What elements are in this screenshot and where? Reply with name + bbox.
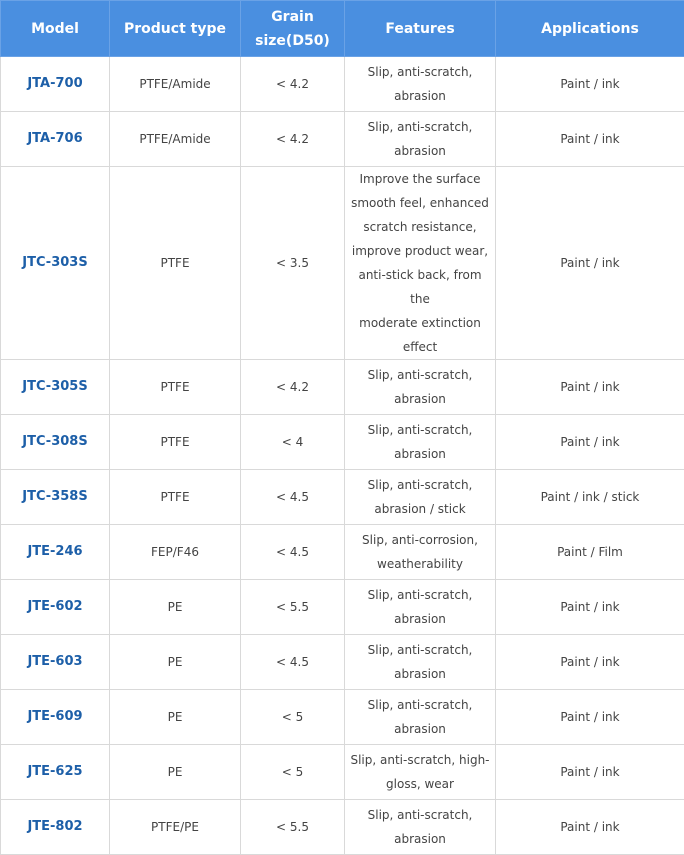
features-line: Slip, anti-scratch, bbox=[368, 368, 473, 382]
cell-product-type: PE bbox=[110, 745, 241, 800]
cell-features bbox=[345, 690, 496, 745]
cell-grain-size: < 4.2 bbox=[241, 112, 345, 167]
cell-grain-size: < 5 bbox=[241, 690, 345, 745]
features-line: weatherability bbox=[377, 557, 463, 571]
cell-applications: Paint / ink bbox=[496, 112, 684, 167]
cell-product-type: PE bbox=[110, 635, 241, 690]
table-row bbox=[1, 415, 684, 470]
cell-applications: Paint / ink bbox=[496, 635, 684, 690]
cell-model: JTE-609 bbox=[1, 690, 110, 745]
table-row bbox=[1, 57, 684, 112]
cell-model: JTC-303S bbox=[1, 167, 110, 360]
header-grain-line2: size(D50) bbox=[255, 33, 330, 49]
features-line: Slip, anti-scratch, bbox=[368, 65, 473, 79]
cell-model: JTE-603 bbox=[1, 635, 110, 690]
cell-product-type: PTFE bbox=[110, 360, 241, 415]
features-line: abrasion bbox=[394, 722, 446, 736]
features-line: Slip, anti-corrosion, bbox=[362, 533, 478, 547]
table-row bbox=[1, 580, 684, 635]
table-row bbox=[1, 745, 684, 800]
cell-features bbox=[345, 745, 496, 800]
features-line: abrasion bbox=[394, 144, 446, 158]
cell-grain-size: < 5.5 bbox=[241, 580, 345, 635]
cell-applications: Paint / ink bbox=[496, 580, 684, 635]
cell-applications: Paint / Film bbox=[496, 525, 684, 580]
cell-product-type: PTFE/Amide bbox=[110, 112, 241, 167]
cell-grain-size: < 4.2 bbox=[241, 57, 345, 112]
cell-applications: Paint / ink bbox=[496, 800, 684, 855]
cell-model: JTC-308S bbox=[1, 415, 110, 470]
table-row bbox=[1, 525, 684, 580]
header-model: Model bbox=[1, 1, 110, 57]
features-line: scratch resistance, bbox=[363, 220, 476, 234]
cell-features bbox=[345, 470, 496, 525]
cell-grain-size: < 4.5 bbox=[241, 635, 345, 690]
features-line: smooth feel, enhanced bbox=[351, 196, 489, 210]
table-row bbox=[1, 800, 684, 855]
cell-model: JTE-625 bbox=[1, 745, 110, 800]
cell-model: JTE-602 bbox=[1, 580, 110, 635]
features-line: Slip, anti-scratch, bbox=[368, 478, 473, 492]
cell-model: JTE-246 bbox=[1, 525, 110, 580]
cell-model: JTA-706 bbox=[1, 112, 110, 167]
cell-features bbox=[345, 580, 496, 635]
features-line: Slip, anti-scratch, bbox=[368, 698, 473, 712]
cell-grain-size: < 4.5 bbox=[241, 525, 345, 580]
cell-features bbox=[345, 415, 496, 470]
table-row bbox=[1, 112, 684, 167]
cell-applications: Paint / ink / stick bbox=[496, 470, 684, 525]
features-line: Slip, anti-scratch, bbox=[368, 423, 473, 437]
cell-product-type: PTFE/Amide bbox=[110, 57, 241, 112]
cell-applications: Paint / ink bbox=[496, 57, 684, 112]
table-row bbox=[1, 360, 684, 415]
features-line: Slip, anti-scratch, bbox=[368, 808, 473, 822]
features-line: abrasion bbox=[394, 612, 446, 626]
header-features: Features bbox=[345, 1, 496, 57]
cell-model: JTA-700 bbox=[1, 57, 110, 112]
table-row bbox=[1, 470, 684, 525]
features-line: improve product wear, bbox=[352, 244, 488, 258]
cell-applications: Paint / ink bbox=[496, 745, 684, 800]
cell-features bbox=[345, 635, 496, 690]
cell-model: JTC-358S bbox=[1, 470, 110, 525]
features-line: Slip, anti-scratch, bbox=[368, 588, 473, 602]
cell-features bbox=[345, 525, 496, 580]
cell-product-type: PTFE bbox=[110, 415, 241, 470]
header-grain-line1: Grain bbox=[271, 9, 314, 25]
header-applications: Applications bbox=[496, 1, 684, 57]
header-row bbox=[1, 1, 684, 57]
cell-features bbox=[345, 800, 496, 855]
cell-grain-size: < 5.5 bbox=[241, 800, 345, 855]
features-line: abrasion bbox=[394, 447, 446, 461]
cell-grain-size: < 4 bbox=[241, 415, 345, 470]
cell-grain-size: < 3.5 bbox=[241, 167, 345, 360]
features-line: abrasion bbox=[394, 832, 446, 846]
features-line: anti-stick back, from the bbox=[358, 268, 481, 306]
features-line: Slip, anti-scratch, high- bbox=[350, 753, 489, 767]
cell-product-type: PE bbox=[110, 580, 241, 635]
table-row bbox=[1, 690, 684, 745]
cell-applications: Paint / ink bbox=[496, 167, 684, 360]
features-line: abrasion bbox=[394, 392, 446, 406]
header-grain-size bbox=[241, 1, 345, 57]
features-line: Improve the surface bbox=[359, 172, 480, 186]
features-line: gloss, wear bbox=[386, 777, 454, 791]
table-row bbox=[1, 167, 684, 360]
cell-features bbox=[345, 167, 496, 360]
features-line: Slip, anti-scratch, bbox=[368, 120, 473, 134]
cell-model: JTC-305S bbox=[1, 360, 110, 415]
cell-product-type: PTFE/PE bbox=[110, 800, 241, 855]
cell-grain-size: < 4.2 bbox=[241, 360, 345, 415]
cell-product-type: PE bbox=[110, 690, 241, 745]
cell-features bbox=[345, 57, 496, 112]
cell-applications: Paint / ink bbox=[496, 360, 684, 415]
cell-grain-size: < 5 bbox=[241, 745, 345, 800]
features-line: abrasion bbox=[394, 89, 446, 103]
features-line: Slip, anti-scratch, bbox=[368, 643, 473, 657]
cell-model: JTE-802 bbox=[1, 800, 110, 855]
cell-features bbox=[345, 112, 496, 167]
cell-product-type: FEP/F46 bbox=[110, 525, 241, 580]
table-body bbox=[1, 57, 684, 855]
features-line: abrasion / stick bbox=[374, 502, 465, 516]
table-header bbox=[1, 1, 684, 57]
header-product-type: Product type bbox=[110, 1, 241, 57]
cell-features bbox=[345, 360, 496, 415]
cell-product-type: PTFE bbox=[110, 167, 241, 360]
table-row bbox=[1, 635, 684, 690]
cell-grain-size: < 4.5 bbox=[241, 470, 345, 525]
cell-applications: Paint / ink bbox=[496, 415, 684, 470]
features-line: moderate extinction effect bbox=[359, 316, 481, 354]
features-line: abrasion bbox=[394, 667, 446, 681]
cell-product-type: PTFE bbox=[110, 470, 241, 525]
cell-applications: Paint / ink bbox=[496, 690, 684, 745]
